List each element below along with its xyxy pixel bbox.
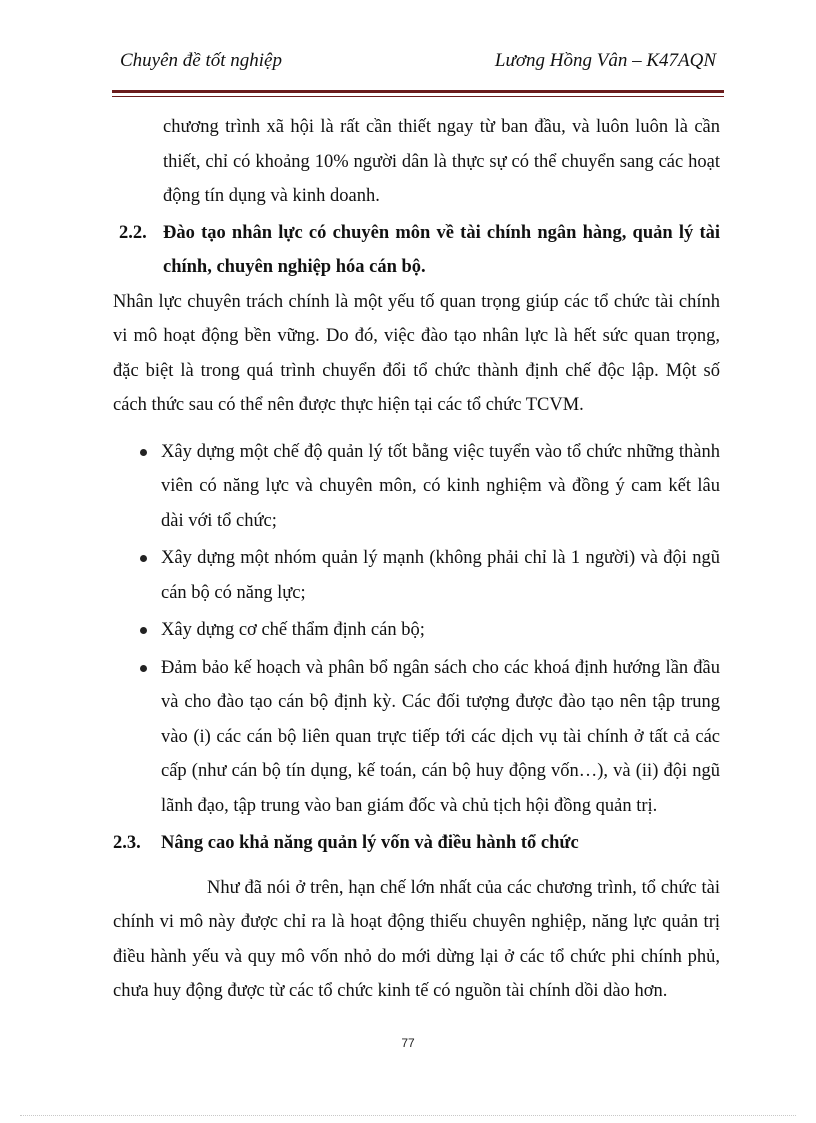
section-title: Đào tạo nhân lực có chuyên môn về tài chính ngân hàng, quản lý tài chính, chuyên nghiệp hóa cán bộ. <box>163 222 720 277</box>
continued-paragraph: chương trình xã hội là rất cần thiết ngay từ ban đầu, và luôn luôn là cần thiết, chỉ có khoảng 10% người dân là thực sự có thể chuyển sang các hoạt động tín dụng và kinh doanh. <box>163 117 720 206</box>
intro-paragraph: Nhân lực chuyên trách chính là một yếu tố quan trọng giúp các tổ chức tài chính vi mô hoạt động bền vững. Do đó, việc đào tạo nhân lực là hết sức quan trọng, đặc biệt là trong quá trình chuyển đổi tổ chức thành định chế độc lập. Một số cách thức sau có thể nên được thực hiện tại các tổ chức TCVM. <box>113 291 720 415</box>
list-item <box>113 435 720 539</box>
page-header <box>120 50 716 80</box>
header-document-title: Chuyên đề tốt nghiệp <box>120 50 282 71</box>
header-rule-thin <box>112 96 724 97</box>
list-item-text: Đảm bảo kế hoạch và phân bổ ngân sách cho các khoá định hướng lần đầu và cho đào tạo cán bộ định kỳ. Các đối tượng được đào tạo nên tập trung vào (i) các cán bộ liên quan trực tiếp tới các dịch vụ tài chính ở tất cả các cấp (như cán bộ tín dụng, kế toán, cán bộ huy động vốn…), và (ii) đội ngũ lãnh đạo, tập trung vào ban giám đốc và chủ tịch hội đồng quản trị. <box>161 657 720 816</box>
page-number: 77 <box>401 1036 415 1050</box>
list-item-text: Xây dựng một chế độ quản lý tốt bằng việc tuyển vào tổ chức những thành viên có năng lực và chuyên môn, có kinh nghiệm và đồng ý cam kết lâu dài với tổ chức; <box>161 441 720 531</box>
bullet-icon <box>140 449 147 456</box>
bullet-icon <box>140 665 147 672</box>
page-body <box>113 110 720 1009</box>
list-item <box>113 613 720 648</box>
closing-paragraph: Như đã nói ở trên, hạn chế lớn nhất của các chương trình, tổ chức tài chính vi mô này được chỉ ra là hoạt động thiếu chuyên nghiệp, năng lực quản trị điều hành yếu và quy mô vốn nhỏ do mới dừng lại ở các tổ chức phi chính phủ, chưa huy động được từ các tổ chức kinh tế có nguồn tài chính dồi dào hơn. <box>113 877 720 1001</box>
bullet-icon <box>140 627 147 634</box>
section-heading-2-2 <box>119 216 720 285</box>
section-title: Nâng cao khả năng quản lý vốn và điều hành tổ chức <box>161 833 579 853</box>
section-number: 2.3. <box>113 833 141 853</box>
header-author: Lương Hồng Vân – K47AQN <box>494 50 716 71</box>
section-number: 2.2. <box>119 222 147 243</box>
list-item <box>113 651 720 824</box>
bullet-list <box>113 435 720 824</box>
list-item-text: Xây dựng cơ chế thẩm định cán bộ; <box>161 620 425 640</box>
bullet-icon <box>140 555 147 562</box>
list-item-text: Xây dựng một nhóm quản lý mạnh (không phải chỉ là 1 người) và đội ngũ cán bộ có năng lực; <box>161 548 720 603</box>
section-heading-2-3 <box>113 826 720 861</box>
header-rule-thick <box>112 90 724 93</box>
list-item <box>113 541 720 610</box>
page-bottom-border <box>20 1115 796 1116</box>
